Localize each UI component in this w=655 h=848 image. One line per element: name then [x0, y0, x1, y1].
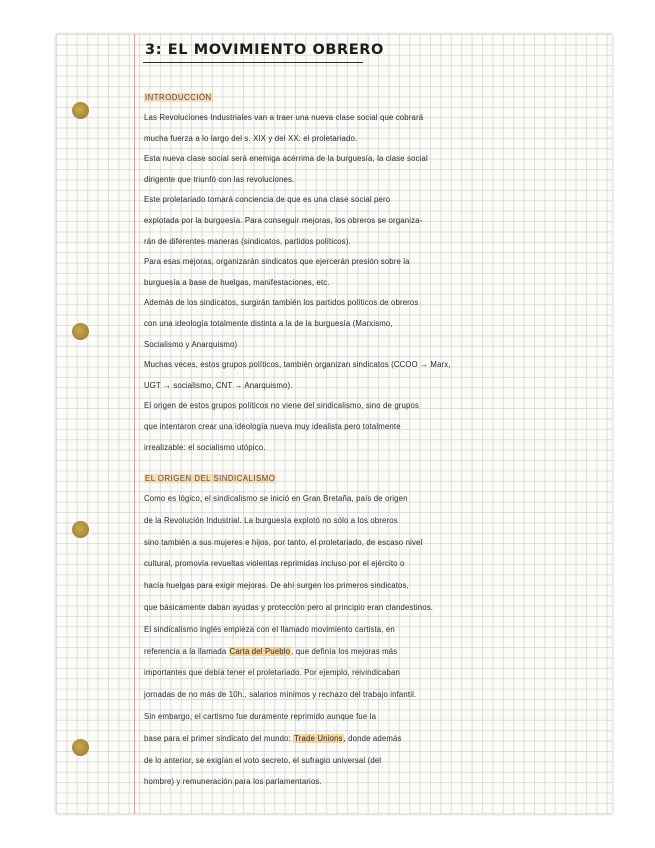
- origin-line: [144, 559, 404, 568]
- line-text: hombre) y remuneración para los parlamentarios.: [144, 777, 322, 787]
- intro-heading: [144, 93, 213, 102]
- origin-line: [144, 734, 402, 743]
- binder-hole-middle: [72, 323, 89, 340]
- intro-line: Muchas veces, estos grupos políticos, también organizan sindicatos (CCOO → Marx,: [144, 360, 451, 370]
- intro-line: burguesía a base de huelgas, manifestaciones, etc.: [144, 277, 330, 287]
- line-text: hacía huelgas para exigir mejoras. De ahí surgen los primeros sindicatos,: [144, 581, 409, 591]
- intro-line: Las Revoluciones Industriales van a traer una nueva clase social que cobrará: [144, 113, 424, 122]
- intro-line: El origen de estos grupos políticos no viene del sindicalismo, sino de grupos: [144, 401, 420, 411]
- line-text: El sindicalismo inglés empieza con el llamado movimiento cartista, en: [144, 624, 395, 634]
- origin-line: [144, 625, 395, 634]
- intro-line: que intentaron crear una ideología nueva muy idealista pero totalmente: [144, 422, 401, 431]
- line-text: cultural, promovía revueltas violentas reprimidas incluso por el ejército o: [144, 559, 405, 569]
- intro-line: con una ideología totalmente distinta a la de la burguesía (Marxismo,: [144, 319, 393, 328]
- line-text: Como es lógico, el sindicalismo se inició en Gran Bretaña, país de origen: [144, 494, 408, 503]
- line-text: de la Revolución Industrial. La burguesía explotó no sólo a los obreros: [144, 515, 398, 525]
- origin-line: [144, 494, 408, 503]
- origin-line: [144, 668, 400, 677]
- origin-heading-text: EL ORIGEN DEL SINDICALISMO: [145, 474, 276, 483]
- origin-line: [144, 581, 409, 590]
- origin-line: [144, 647, 397, 656]
- intro-line: Esta nueva clase social será enemiga acérrima de la burguesía, la clase social: [144, 154, 428, 164]
- intro-line: Este proletariado tomará conciencia de que es una clase social pero: [144, 195, 391, 205]
- binder-hole-lower: [72, 521, 89, 538]
- origin-line: [144, 756, 381, 765]
- line-text: jornadas de no más de 10h., salarios mínimos y rechazo del trabajo infantil.: [144, 690, 417, 700]
- title-underline: [143, 62, 363, 63]
- notebook-page: [56, 34, 612, 814]
- intro-line: Socialismo y Anarquismo): [144, 339, 238, 349]
- origin-heading: [144, 474, 276, 483]
- intro-line: mucha fuerza a lo largo del s. XIX y del XX: el proletariado.: [144, 133, 358, 143]
- intro-line: Además de los sindicatos, surgirán también los partidos políticos de obreros: [144, 298, 419, 308]
- line-text: de lo anterior, se exigían el voto secreto, el sufragio universal (del: [144, 755, 382, 765]
- line-text: , donde además: [343, 733, 402, 743]
- intro-line: Para esas mejoras, organizarán sindicatos que ejercerán presión sobre la: [144, 257, 410, 267]
- line-text: importantes que debía tener el proletariado. Por ejemplo, reivindicaban: [144, 668, 400, 678]
- line-text: que básicamente daban ayudas y protección pero al principio eran clandestinos.: [144, 603, 434, 612]
- intro-line: dirigente que triunfó con las revoluciones.: [144, 174, 295, 184]
- line-text: Sin embargo, el cartismo fue duramente reprimido aunque fue la: [144, 712, 377, 721]
- binder-hole-top: [72, 102, 89, 119]
- origin-line: [144, 690, 416, 699]
- origin-line: [144, 603, 433, 612]
- intro-heading-text: INTRODUCCIÓN: [145, 93, 212, 102]
- line-text: base para el primer sindicato del mundo:: [144, 733, 294, 743]
- intro-line: explotada por la burguesía. Para conseguir mejoras, los obreros se organiza-: [144, 216, 423, 225]
- line-text: referencia a la llamada: [144, 646, 229, 656]
- origin-line: [144, 777, 322, 786]
- highlighted-term: Carta del Pueblo: [229, 646, 291, 656]
- intro-line: irrealizable: el socialismo utópico.: [144, 442, 266, 452]
- line-text: , que definía los mejoras más: [291, 646, 398, 656]
- intro-line: UGT → socialismo, CNT → Anarquismo).: [144, 380, 293, 390]
- origin-line: [144, 712, 376, 721]
- binder-hole-bottom: [72, 739, 89, 756]
- highlighted-term: Trade Unions: [294, 733, 343, 743]
- line-text: sino también a sus mujeres e hijos, por tanto, el proletariado, de escaso nivel: [144, 537, 423, 547]
- origin-line: [144, 538, 422, 547]
- page-title: 3: EL MOVIMIENTO OBRERO: [145, 42, 384, 58]
- origin-line: [144, 516, 398, 525]
- margin-line: [134, 34, 135, 814]
- intro-line: rán de diferentes maneras (sindicatos, partidos políticos).: [144, 236, 351, 246]
